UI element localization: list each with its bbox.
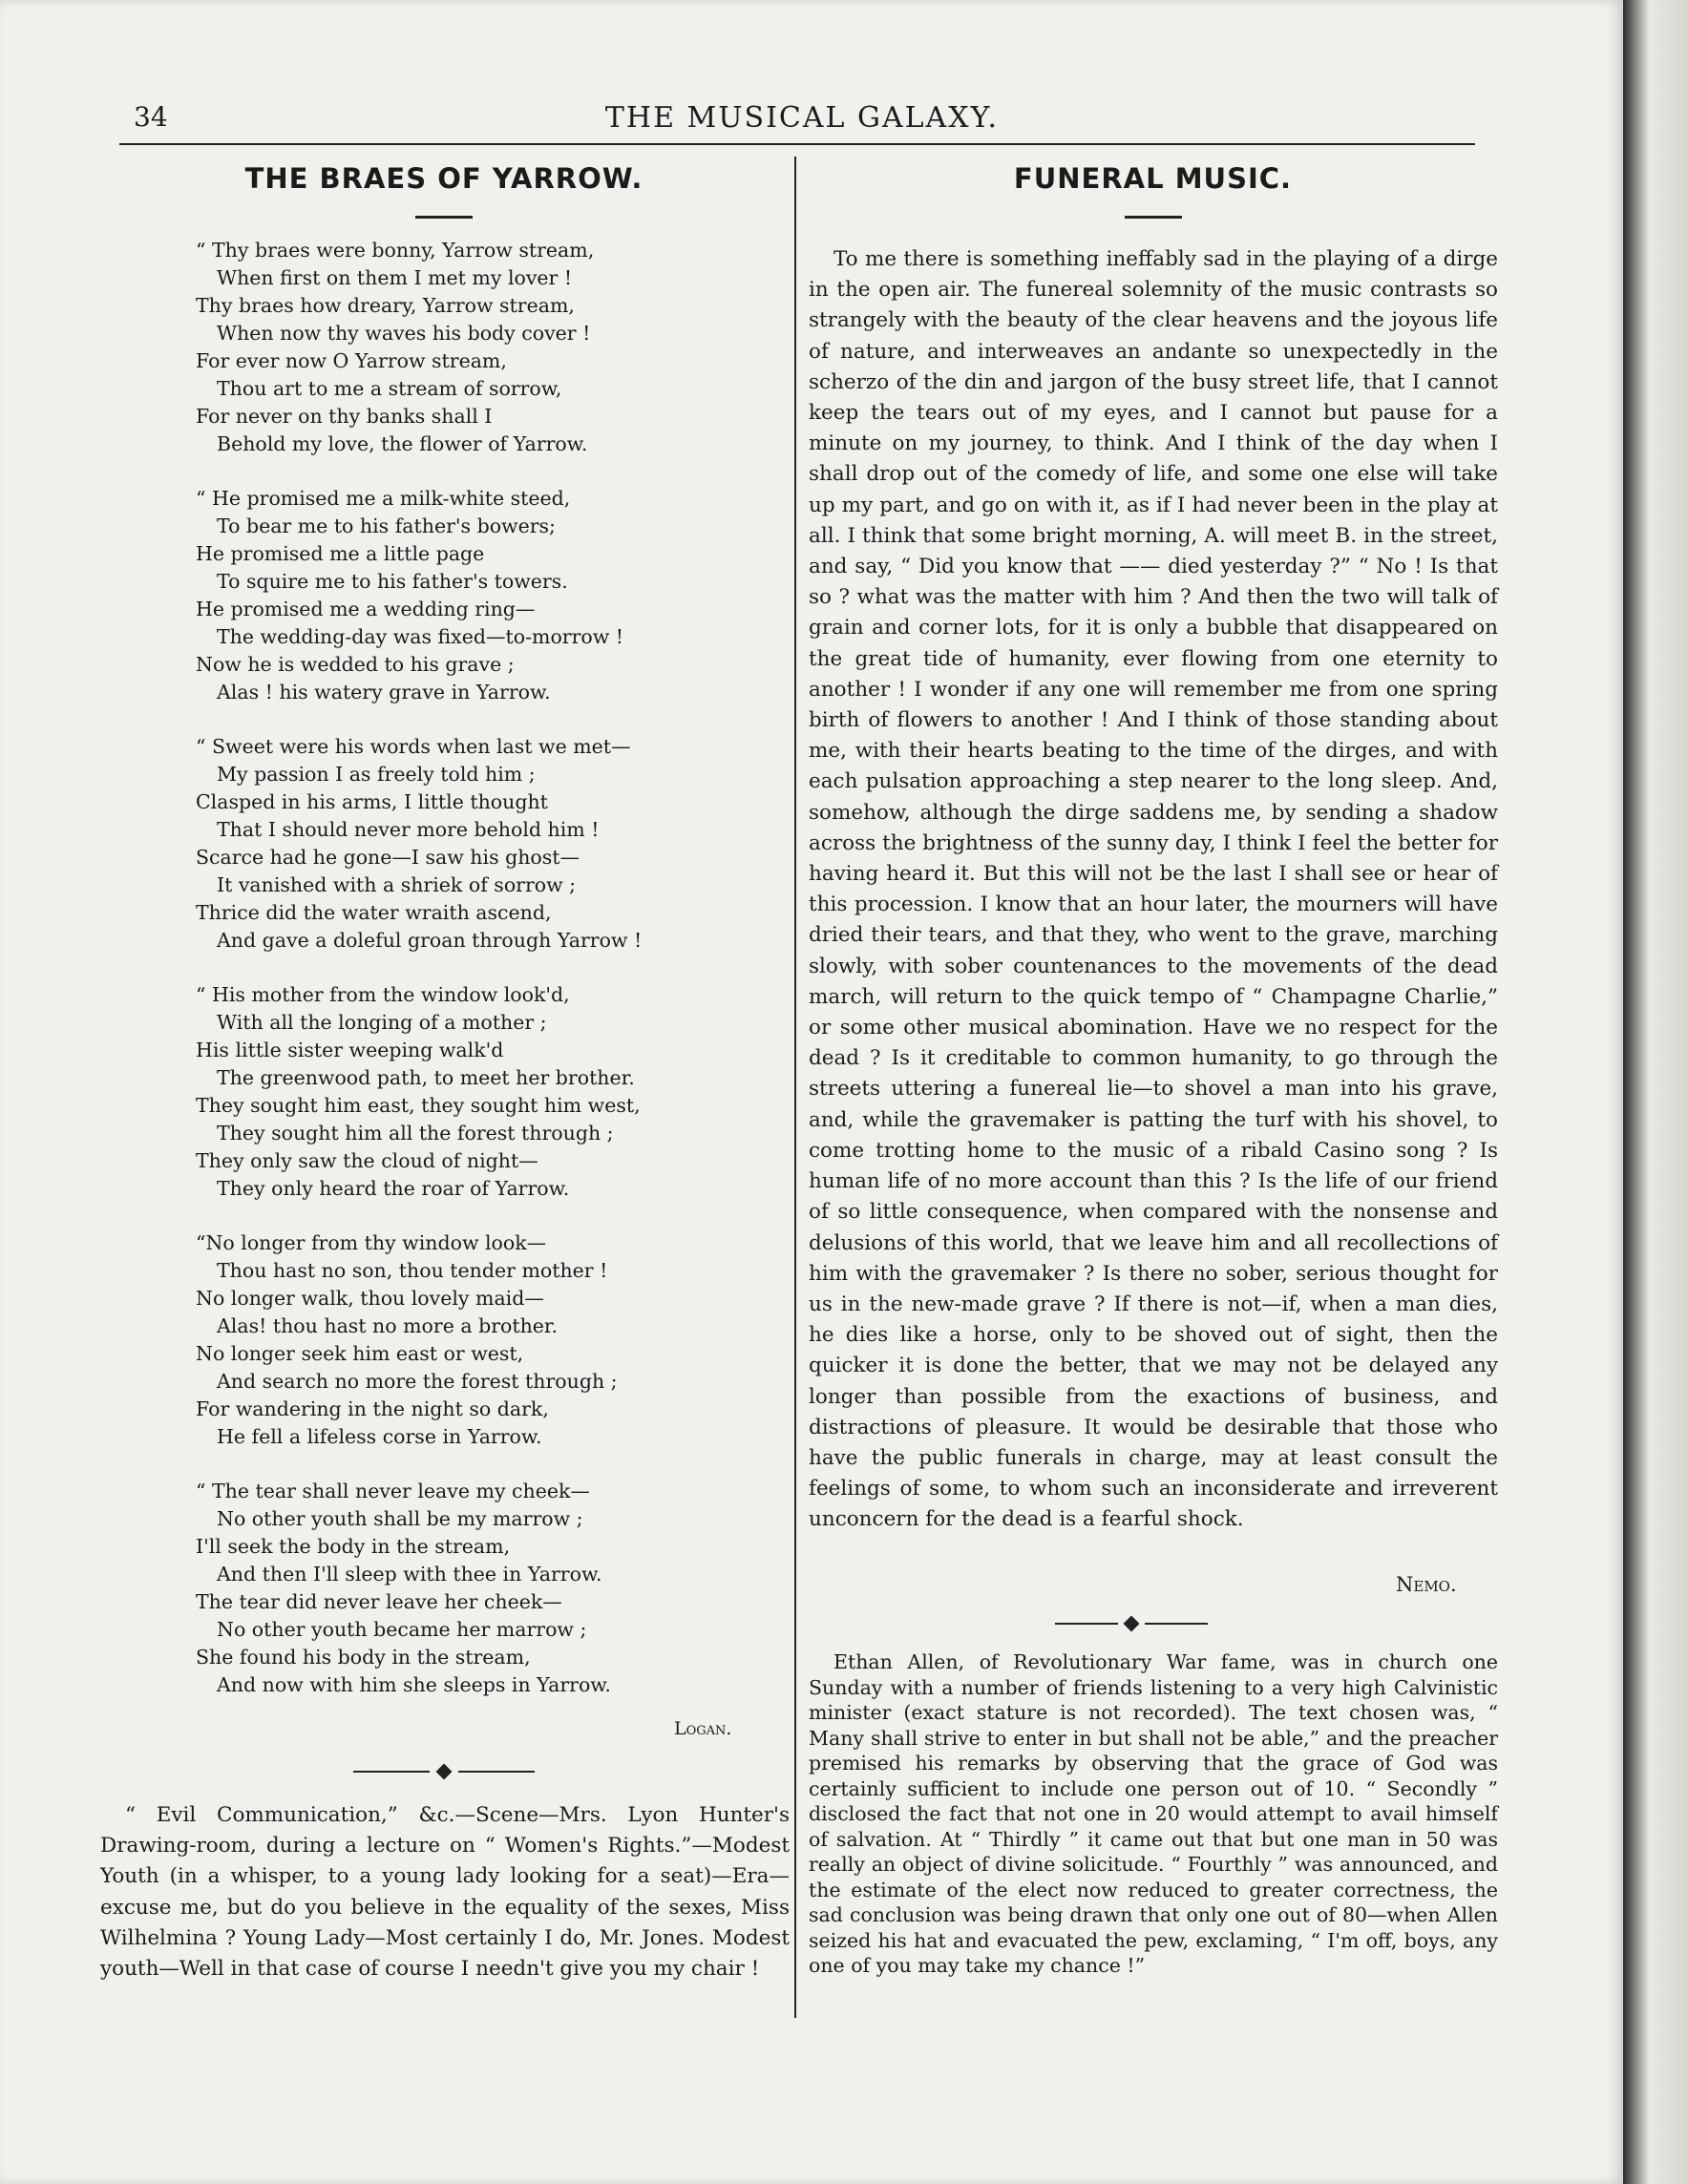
essay-title: FUNERAL MUSIC. [1013, 162, 1293, 195]
evil-communication-anecdote [100, 1800, 790, 1984]
poem-line: Alas! thou hast no more a brother. [217, 1314, 558, 1337]
poem-line: Thou art to me a stream of sorrow, [217, 377, 562, 400]
poem-line: They sought him east, they sought him west, [196, 1094, 641, 1117]
poem-line: When first on them I met my lover ! [217, 266, 573, 289]
page-number: 34 [134, 101, 168, 133]
poem-line: No other youth became her marrow ; [217, 1618, 587, 1641]
poem-line: For ever now O Yarrow stream, [196, 349, 507, 372]
poem-line: They only heard the roar of Yarrow. [217, 1177, 570, 1200]
poem-line: I'll seek the body in the stream, [196, 1535, 511, 1558]
poem-line: With all the longing of a mother ; [217, 1011, 547, 1034]
essay-author: Nemo. [1396, 1573, 1457, 1596]
poem-stanza [196, 1229, 730, 1451]
poem-line: “ He promised me a milk-white steed, [196, 487, 571, 510]
poem-braes-of-yarrow [196, 237, 730, 1699]
page-edge [1623, 0, 1688, 2184]
poem-line: No longer walk, thou lovely maid— [196, 1287, 544, 1310]
poem-line: Scarce had he gone—I saw his ghost— [196, 846, 580, 869]
poem-line: “ Thy braes were bonny, Yarrow stream, [196, 239, 595, 262]
left-ornament-divider [353, 1766, 535, 1777]
poem-line: He fell a lifeless corse in Yarrow. [217, 1425, 542, 1448]
poem-line: He promised me a wedding ring— [196, 598, 536, 620]
column-divider [794, 157, 796, 2018]
poem-line: “ The tear shall never leave my cheek— [196, 1480, 590, 1502]
poem-line: The wedding-day was fixed—to-morrow ! [217, 625, 624, 648]
poem-line: “No longer from thy window look— [196, 1231, 547, 1254]
poem-line: “ His mother from the window look'd, [196, 983, 570, 1006]
poem-line: He promised me a little page [196, 542, 485, 565]
poem-line: Clasped in his arms, I little thought [196, 790, 548, 813]
poem-line: The tear did never leave her cheek— [196, 1590, 562, 1613]
title-rule [1125, 216, 1182, 219]
right-ornament-divider [1055, 1618, 1208, 1629]
poem-stanza [196, 1478, 730, 1699]
poem-line: She found his body in the stream, [196, 1646, 531, 1669]
poem-line: And then I'll sleep with thee in Yarrow. [217, 1563, 602, 1586]
poem-line: Behold my love, the flower of Yarrow. [217, 432, 588, 455]
page-header [124, 95, 1480, 143]
poem-author: Logan. [674, 1718, 732, 1739]
poem-line: Now he is wedded to his grave ; [196, 653, 515, 676]
evil-para: “ Evil Communication,” &c.—Scene—Mrs. Lyon Hunter's Drawing-room, during a lecture on “ Women's Rights.”—Modest Youth (in a whisper, to a young lady looking for a seat)—Era—excuse me, but do you believe in the equality of the sexes, Miss Wilhelmina ? Young Lady—Most certainly I do, Mr. Jones. Modest youth—Well in that case of course I needn't give you my chair ! [100, 1803, 790, 1982]
running-title: THE MUSICAL GALAXY. [604, 101, 1000, 135]
poem-line: “ Sweet were his words when last we met— [196, 735, 631, 758]
poem-line: To squire me to his father's towers. [217, 570, 568, 593]
poem-line: And gave a doleful groan through Yarrow ! [217, 929, 643, 952]
poem-line: Thrice did the water wraith ascend, [196, 901, 552, 924]
poem-title: THE BRAES OF YARROW. [244, 162, 644, 195]
poem-line: That I should never more behold him ! [217, 818, 600, 841]
allen-para: Ethan Allen, of Revolutionary War fame, was in church one Sunday with a number of friends listening to a very high Calvinistic minister (exact stature is not recorded). The text chosen was, “ Many shall strive to enter in but shall not be able,” and the preacher premised his remarks by observing that the grace of God was certainly sufficient to include one person out of 10. “ Secondly ” disclosed the fact that not one in 20 would attempt to avail himself of salvation. At “ Thirdly ” it came out that but one man in 50 was really an object of divine solicitude. “ Fourthly ” was announced, and the estimate of the elect now reduced to greater correctness, the sad conclusion was being drawn that only one out of 80—when Allen seized his hat and evacuated the pew, exclaming, “ I'm off, boys, any one of you may take my chance !” [809, 1650, 1498, 1977]
poem-line: It vanished with a shriek of sorrow ; [217, 873, 577, 896]
poem-line: Alas ! his watery grave in Yarrow. [217, 681, 551, 704]
left-column [100, 162, 788, 219]
poem-line: To bear me to his father's bowers; [217, 514, 556, 537]
poem-line: The greenwood path, to meet her brother. [217, 1066, 635, 1089]
header-rule [119, 143, 1475, 145]
essay-para: To me there is something ineffably sad in the playing of a dirge in the open air. The funereal solemnity of the music contrasts so strangely with the beauty of the clear heavens and the joyous life of nature, and interweaves an andante so unexpectedly in the scherzo of the din and jargon of the busy street life, that I cannot keep the tears out of my eyes, and I cannot but pause for a minute on my journey, to think. And I think of the day when I shall drop out of the comedy of life, and some one else will take up my part, and go on with it, as if I had never been in the play at all. I think that some bright morning, A. will meet B. in the street, and say, “ Did you know that —— died yesterday ?” “ No ! Is that so ? what was the matter with him ? And then the two will talk of grain and corner lots, for it is only a bubble that disappeared on the great tide of humanity, ever flowing from one eternity to another ! I wonder if any one will remember me from one spring birth of flowers to another ! And I think of those standing about me, with their hearts beating to the time of the dirges, and with each pulsation approaching a step nearer to the long sleep. And, somehow, although the dirge saddens me, by sending a shadow across the brightness of the sunny day, I think I feel the better for having heard it. But this will not be the last I shall see or hear of this procession. I know that an hour later, the mourners will have dried their tears, and that they, who went to the grave, marching slowly, with sober countenances to the movements of the dead march, will return to the quick tempo of “ Champagne Charlie,” or some other musical abomination. Have we no respect for the dead ? Is it creditable to common humanity, to go through the streets uttering a funereal lie—to shovel a man into his grave, and, while the gravemaker is patting the turf with his shovel, to come trotting home to the music of a ribald Casino song ? Is human life of no more account than this ? Is the life of our friend of so little consequence, when compared with the nonsense and delusions of this world, that we leave him and all recollections of him with the gravemaker ? Is there no sober, serious thought for us in the new-made grave ? If there is not—if, when a man dies, he dies like a horse, only to be shoved out of sight, then the quicker it is done the better, that we may not be delayed any longer than possible from the exactions of business, and distractions of pleasure. It would be desirable that those who have the public funerals in charge, may at least consult the feelings of some, to whom such an inconsiderate and irreverent unconcern for the dead is a fearful shock. [809, 247, 1498, 1532]
title-rule [415, 216, 473, 219]
funeral-music-essay [809, 244, 1498, 1536]
poem-line: For never on thy banks shall I [196, 405, 493, 428]
poem-line: No longer seek him east or west, [196, 1342, 524, 1365]
poem-stanza [196, 981, 730, 1203]
poem-line: Thy braes how dreary, Yarrow stream, [196, 294, 575, 317]
poem-stanza [196, 237, 730, 458]
poem-line: My passion I as freely told him ; [217, 763, 536, 786]
poem-line: They sought him all the forest through ; [217, 1122, 614, 1144]
poem-line: No other youth shall be my marrow ; [217, 1507, 583, 1530]
poem-line: And search no more the forest through ; [217, 1370, 618, 1393]
poem-line: His little sister weeping walk'd [196, 1039, 504, 1061]
poem-line: And now with him she sleeps in Yarrow. [217, 1673, 611, 1696]
ethan-allen-anecdote [809, 1649, 1498, 1979]
poem-line: When now thy waves his body cover ! [217, 322, 591, 345]
poem-line: Thou hast no son, thou tender mother ! [217, 1259, 608, 1282]
right-column [807, 162, 1499, 219]
poem-stanza [196, 485, 730, 706]
poem-line: They only saw the cloud of night— [196, 1149, 538, 1172]
poem-line: For wandering in the night so dark, [196, 1397, 549, 1420]
poem-stanza [196, 733, 730, 955]
